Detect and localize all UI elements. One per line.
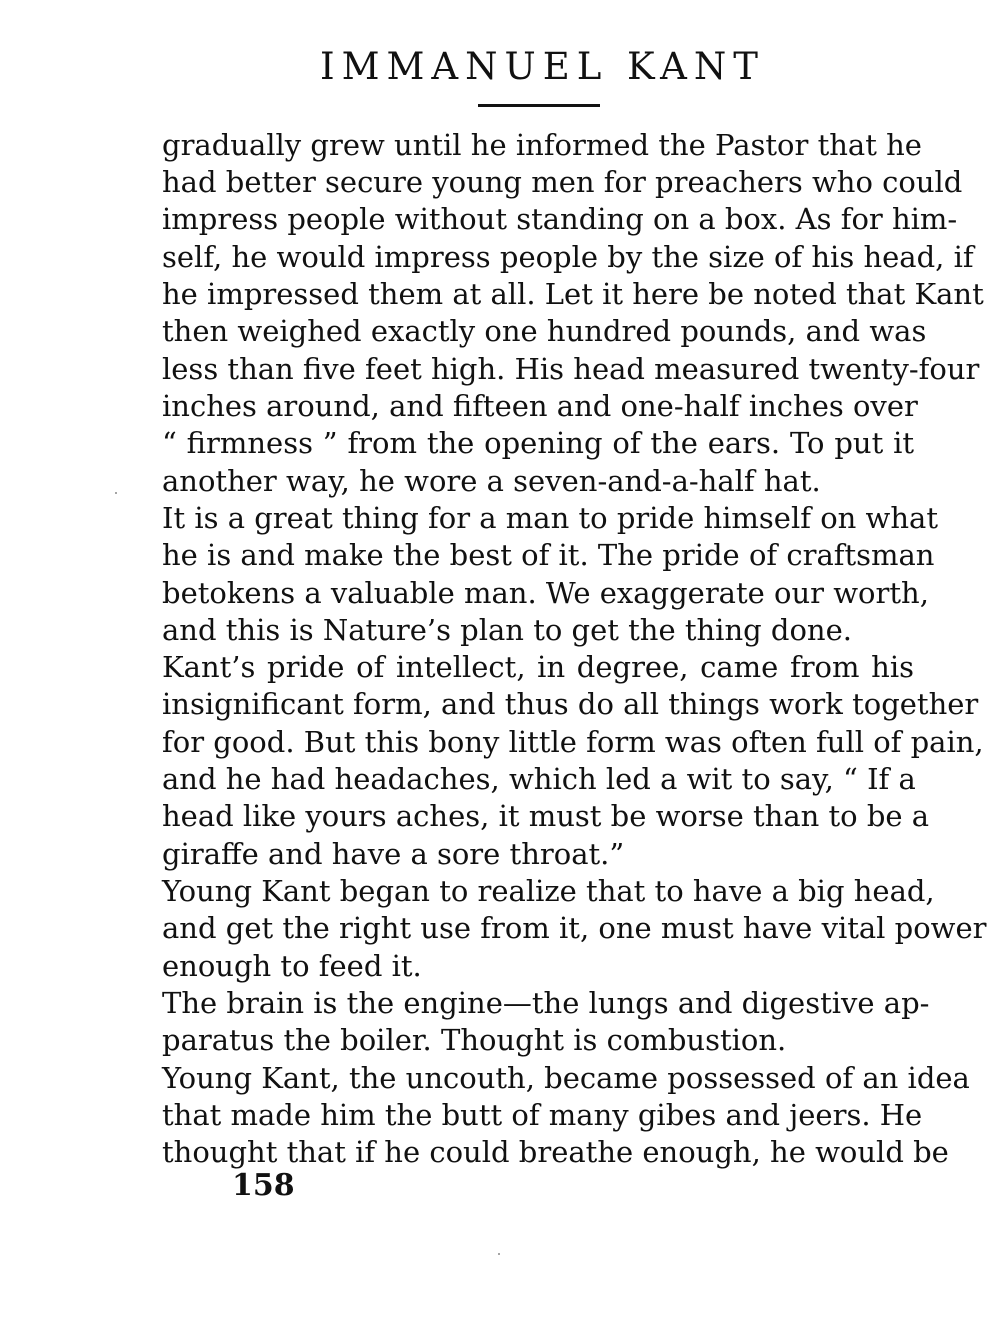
text-line: insignificant form, and thus do all things work together [162,687,979,721]
text-line: and this is Nature’s plan to get the thing done. [162,613,852,647]
text-line: betokens a valuable man. We exaggerate our worth, [162,576,929,610]
text-line: Kant’s pride of intellect, in degree, came from his [162,650,914,684]
running-head: IMMANUEL KANT [320,45,765,88]
text-line: “ firmness ” from the opening of the ears. To put it [162,426,914,460]
text-line: The brain is the engine—the lungs and digestive ap- [162,986,930,1020]
text-line: and he had headaches, which led a wit to say, “ If a [162,762,916,796]
text-line: paratus the boiler. Thought is combustion. [162,1023,787,1057]
text-line: It is a great thing for a man to pride himself on what [162,501,938,535]
text-line: impress people without standing on a box. As for him- [162,202,958,236]
text-line: self, he would impress people by the size of his head, if [162,240,974,274]
text-line: for good. But this bony little form was often full of pain, [162,725,984,759]
text-line: he is and make the best of it. The pride of craftsman [162,538,935,572]
text-line: gradually grew until he informed the Pastor that he [162,128,922,162]
text-line: giraffe and have a sore throat.” [162,837,625,871]
page-number: 158 [232,1168,295,1203]
text-line: Young Kant began to realize that to have a big head, [162,874,935,908]
head-rule [478,104,600,107]
text-line: Young Kant, the uncouth, became possessed of an idea [162,1061,970,1095]
scan-speck [498,1253,500,1255]
text-line: then weighed exactly one hundred pounds, and was [162,314,927,348]
text-line: had better secure young men for preachers who could [162,165,963,199]
text-line: and get the right use from it, one must have vital power [162,911,987,945]
text-line: inches around, and fifteen and one-half inches over [162,389,918,423]
text-line: another way, he wore a seven-and-a-half hat. [162,464,821,498]
text-line: head like yours aches, it must be worse than to be a [162,799,930,833]
text-line: that made him the butt of many gibes and jeers. He [162,1098,923,1132]
text-line: enough to feed it. [162,949,422,983]
scan-speck [115,492,117,494]
text-line: thought that if he could breathe enough, he would be [162,1135,949,1169]
text-line: less than five feet high. His head measured twenty-four [162,352,980,386]
text-line: he impressed them at all. Let it here be noted that Kant [162,277,984,311]
